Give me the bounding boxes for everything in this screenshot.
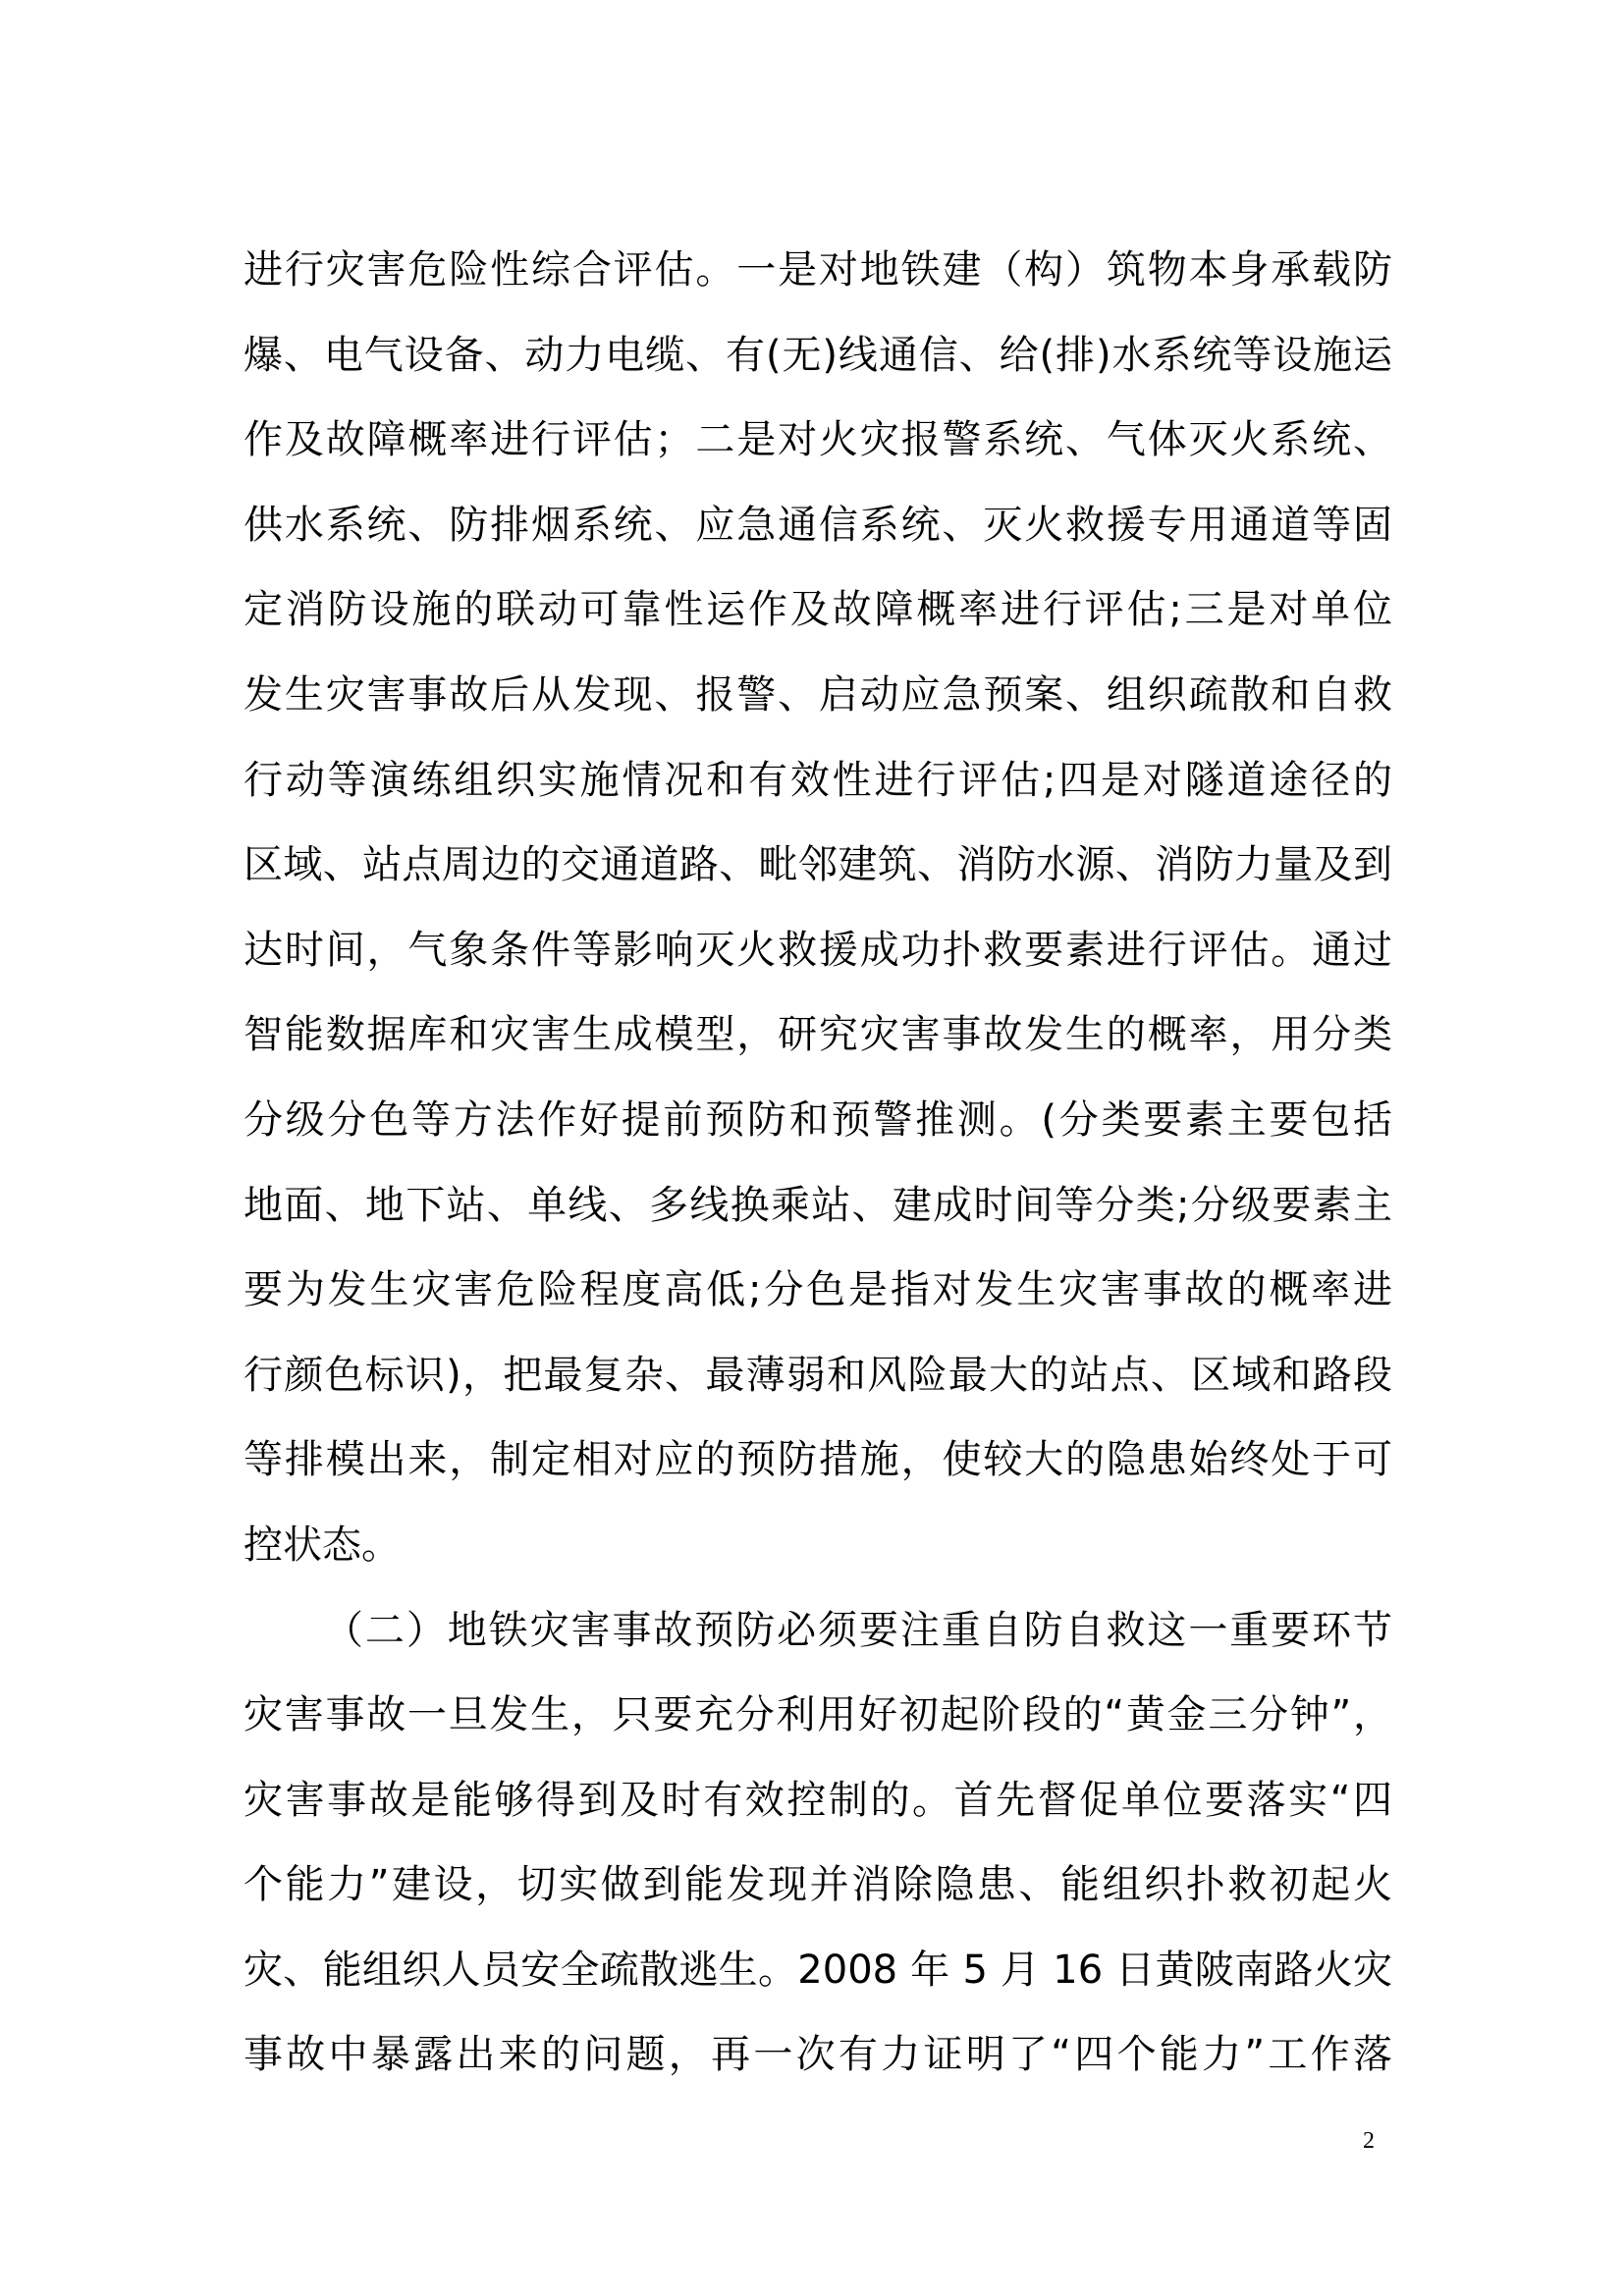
text-line: 作及故障概率进行评估；二是对火灾报警系统、气体灭火系统、	[244, 417, 1392, 463]
text-line: 灾、能组织人员安全疏散逃生。2008 年 5 月 16 日黄陂南路火灾	[244, 1947, 1392, 1993]
text-line: 发生灾害事故后从发现、报警、启动应急预案、组织疏散和自救	[244, 671, 1392, 718]
text-line: 定消防设施的联动可靠性运作及故障概率进行评估;三是对单位	[244, 587, 1392, 633]
text-line: 分级分色等方法作好提前预防和预警推测。(分类要素主要包括	[244, 1096, 1392, 1143]
paragraph-assessment	[244, 228, 1392, 1588]
text-line: 供水系统、防排烟系统、应急通信系统、灭火救援专用通道等固	[244, 502, 1392, 548]
text-line: 爆、电气设备、动力电缆、有(无)线通信、给(排)水系统等设施运	[244, 332, 1392, 378]
text-line: 进行灾害危险性综合评估。一是对地铁建（构）筑物本身承载防	[244, 247, 1392, 293]
text-line: 灾害事故一旦发生，只要充分利用好初起阶段的“黄金三分钟”，	[244, 1692, 1392, 1738]
page-number: 2	[1363, 2128, 1375, 2154]
text-line: 行动等演练组织实施情况和有效性进行评估;四是对隧道途径的	[244, 757, 1392, 803]
text-line: 达时间，气象条件等影响灭火救援成功扑救要素进行评估。通过	[244, 927, 1392, 973]
text-line: 等排模出来，制定相对应的预防措施，使较大的隐患始终处于可	[244, 1437, 1392, 1483]
section-heading-line: （二）地铁灾害事故预防必须要注重自防自救这一重要环节	[324, 1607, 1392, 1653]
text-line: 区域、站点周边的交通道路、毗邻建筑、消防水源、消防力量及到	[244, 842, 1392, 888]
text-line: 地面、地下站、单线、多线换乘站、建成时间等分类;分级要素主	[244, 1182, 1392, 1228]
paragraph-self-rescue	[244, 1588, 1392, 2099]
text-line: 要为发生灾害危险程度高低;分色是指对发生灾害事故的概率进	[244, 1267, 1392, 1313]
text-line: 行颜色标识)，把最复杂、最薄弱和风险最大的站点、区域和路段	[244, 1352, 1392, 1398]
text-line: 个能力”建设，切实做到能发现并消除隐患、能组织扑救初起火	[244, 1862, 1392, 1908]
text-line: 智能数据库和灾害生成模型，研究灾害事故发生的概率，用分类	[244, 1012, 1392, 1058]
text-line: 控状态。	[244, 1522, 401, 1568]
body-text	[244, 228, 1392, 2098]
text-line: 事故中暴露出来的问题，再一次有力证明了“四个能力”工作落	[244, 2032, 1392, 2078]
text-line: 灾害事故是能够得到及时有效控制的。首先督促单位要落实“四	[244, 1777, 1392, 1823]
